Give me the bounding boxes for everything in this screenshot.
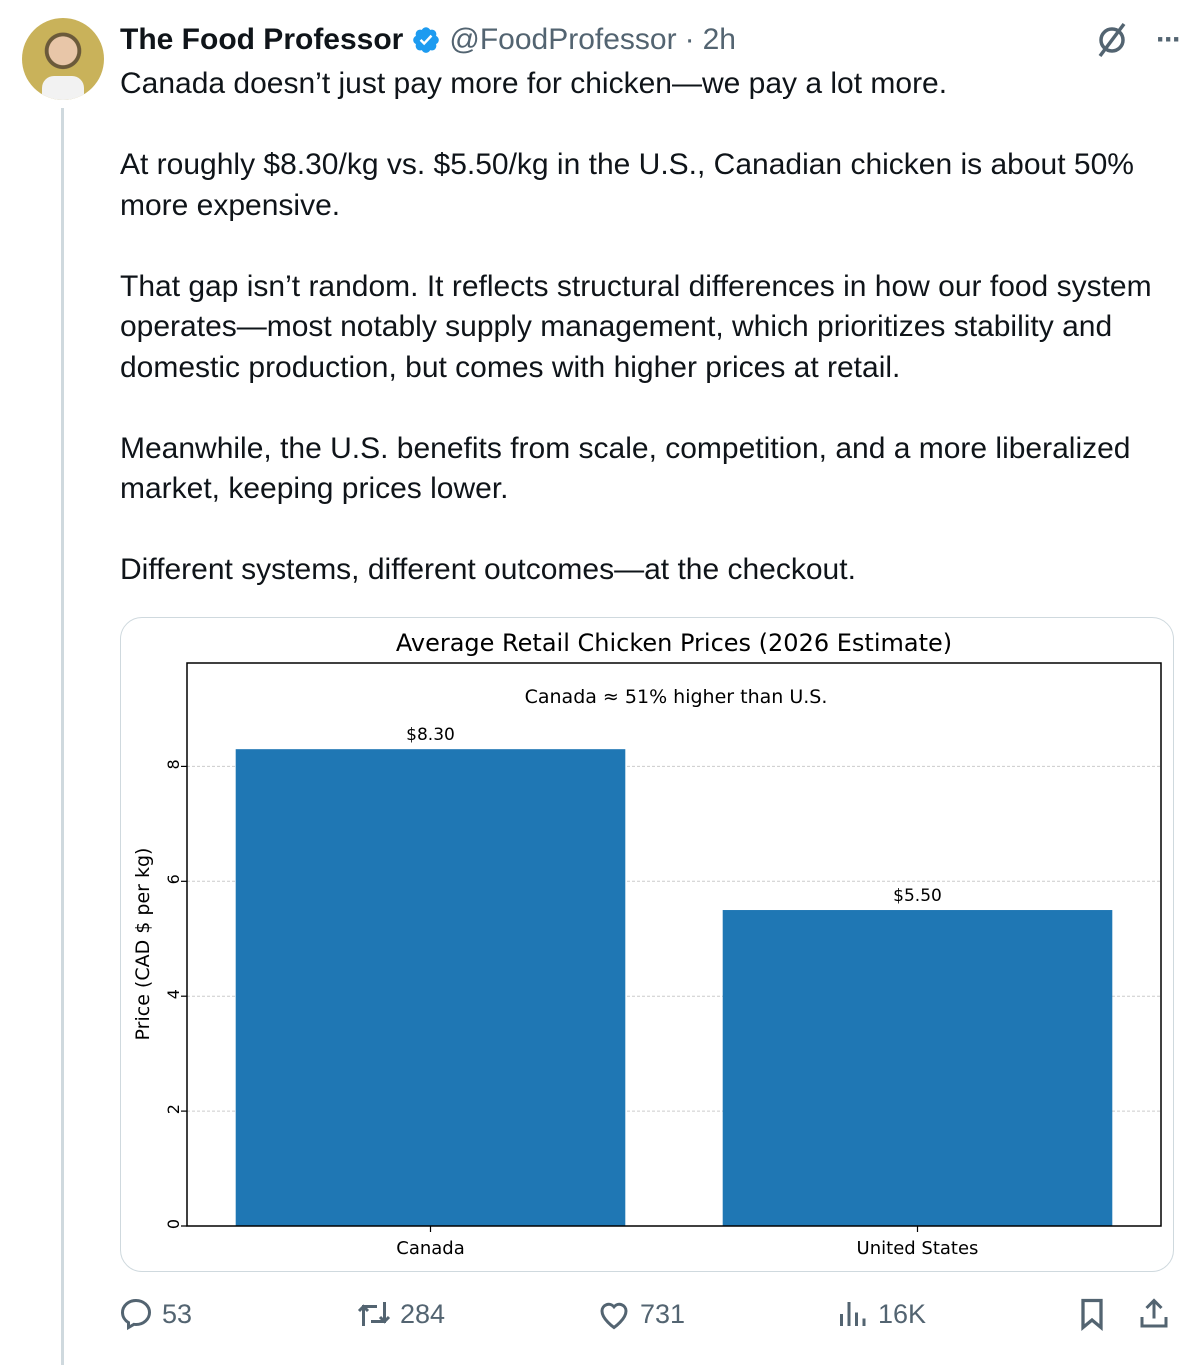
reply-icon [118,1296,154,1332]
tweet-paragraph: Canada doesn’t just pay more for chicken—we pay a lot more. [120,67,948,100]
repost-icon [356,1296,392,1332]
share-icon [1136,1296,1172,1332]
tweet-paragraph: That gap isn’t random. It reflects structural differences in how our food system operates—most notably supply management, which prioritizes stability and domestic production, but comes with higher prices at retail. [120,269,1152,384]
tweet-paragraph: Different systems, different outcomes—at the checkout. [120,553,856,586]
bar-canada [236,749,626,1226]
bar-united-states [723,910,1113,1226]
author-name[interactable]: The Food Professor [120,23,404,56]
data-label: $8.30 [406,725,455,746]
bookmark-icon [1074,1296,1110,1332]
y-tick-label: 4 [164,989,183,1000]
x-tick-label: United States [856,1238,979,1259]
repost-button[interactable] [356,1296,445,1332]
action-bar [0,1296,1200,1340]
like-button[interactable] [596,1296,685,1332]
y-tick-label: 8 [164,759,183,770]
views-button[interactable] [834,1296,926,1332]
tweet-header [120,20,736,60]
separator: · [684,23,695,56]
y-axis-label: Price (CAD $ per kg) [132,847,154,1041]
x-tick-label: Canada [396,1238,465,1259]
bar-chart [121,618,1173,1271]
tweet-paragraph: At roughly $8.30/kg vs. $5.50/kg in the U.S., Canadian chicken is about 50% more expensive. [120,148,1134,222]
more-options-button[interactable]: ··· [1156,23,1180,56]
chart-title: Average Retail Chicken Prices (2026 Estimate) [395,629,953,657]
timestamp[interactable]: 2h [702,23,736,56]
data-label: $5.50 [893,886,942,907]
view-count: 16K [878,1298,927,1329]
heart-icon [596,1296,632,1332]
views-icon [834,1296,870,1332]
tweet-paragraph: Meanwhile, the U.S. benefits from scale, competition, and a more liberalized market, keeping prices lower. [120,431,1131,505]
chart-annotation: Canada ≈ 51% higher than U.S. [524,686,828,708]
tweet-text [120,64,1160,631]
bookmark-button[interactable] [1074,1296,1110,1332]
grok-icon[interactable] [1094,20,1130,60]
chart-image[interactable] [120,617,1174,1272]
y-tick-label: 2 [164,1104,183,1115]
y-tick-label: 0 [164,1218,183,1230]
verified-badge-icon [411,25,441,55]
y-tick-label: 6 [164,874,183,885]
thread-line [61,108,64,1365]
like-count: 731 [640,1298,686,1329]
reply-count: 53 [162,1298,193,1329]
avatar[interactable] [22,18,104,100]
share-button[interactable] [1136,1296,1172,1332]
reply-button[interactable] [118,1296,192,1332]
author-handle[interactable]: @FoodProfessor [449,23,677,56]
repost-count: 284 [400,1298,446,1329]
